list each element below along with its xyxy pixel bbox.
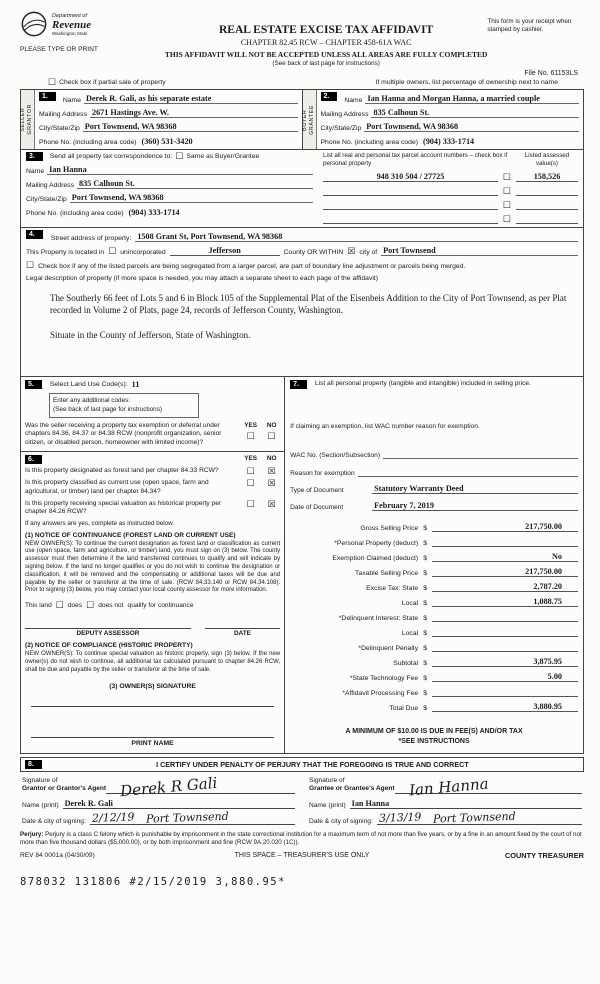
seller-grantor-section <box>21 90 303 149</box>
fee-row-gross-selling-price: Gross Selling Price $ 217,750.00 <box>290 517 578 532</box>
yes-header: YES <box>244 455 258 463</box>
forest-yes-checkbox[interactable]: ☐ <box>246 466 255 477</box>
seller-side-label: SELLER GRANTOR <box>20 104 34 135</box>
parcel-row <box>323 171 578 182</box>
unincorporated-checkbox[interactable]: ☐ <box>108 245 117 256</box>
grantee-date-city-label: Date & city of signing: <box>309 817 373 825</box>
section-8-badge: 8. <box>25 760 42 769</box>
cashier-stamp: 878032 131806 #2/15/2019 3,880.95* <box>20 876 286 889</box>
forest-land-question: Is this property designated as forest land per chapter 84.33 RCW? <box>25 467 219 475</box>
notice-compliance-title: (2) NOTICE OF COMPLIANCE (HISTORIC PROPERTY) <box>25 642 193 650</box>
legal-description-text[interactable]: The Southerly 66 feet of Lots 5 and 6 in Block 105 of the Supplemental Plat of the Eisenbeis Addition to the City of Port Townsend, as per Plat recorded in Volume 2 of Plats, page 24, records of Jefferson County, Washington. <box>50 292 567 316</box>
section-4-property-location <box>20 227 584 377</box>
corr-phone-label: Phone No. (including area code) <box>26 210 124 217</box>
see-back-note: (See back of last page for instructions) <box>272 60 380 67</box>
grantor-name-print-label: Name (print) <box>22 801 59 809</box>
grantee-signature-line[interactable] <box>395 774 582 800</box>
section-8-certification <box>20 757 584 772</box>
fee-row-affidavit-processing-fee: *Affidavit Processing Fee $ <box>290 682 578 697</box>
current-use-yes-checkbox[interactable]: ☐ <box>246 478 255 489</box>
corr-address-value[interactable]: 835 Calhoun St. <box>78 179 135 188</box>
parcel-row <box>323 185 578 196</box>
if-any-yes-note: If any answers are yes, complete as instructed below. <box>25 519 175 527</box>
wac-number-label: WAC No. (Section/Subsection) <box>290 452 381 460</box>
fee-row-delinquent-interest-local: Local $ <box>290 622 578 637</box>
revenue-logo <box>20 10 165 38</box>
form-title: REAL ESTATE EXCISE TAX AFFIDAVIT <box>218 24 434 36</box>
grantor-date-city-label: Date & city of signing: <box>22 817 86 825</box>
segregated-checkbox[interactable]: ☐ <box>26 259 35 270</box>
buyer-name-value[interactable]: Ian Hanna and Morgan Hanna, a married couple <box>367 94 540 103</box>
corr-name-value[interactable]: Ian Hanna <box>49 165 87 174</box>
see-back-instructions: (See back of last page for instructions) <box>53 406 163 414</box>
section-3-badge: 3. <box>26 152 43 161</box>
dollar-sign: $ <box>423 645 428 653</box>
grantor-sig-label-2: Grantor or Grantor's Agent <box>22 785 107 793</box>
certify-statement: I CERTIFY UNDER PENALTY OF PERJURY THAT THE FOREGOING IS TRUE AND CORRECT <box>156 759 469 769</box>
assessed-value[interactable]: 158,526 <box>533 171 561 181</box>
owner-signature-line-2[interactable] <box>31 721 274 738</box>
minimum-fee-note: A MINIMUM OF $10.00 IS DUE IN FEE(S) AND/OR TAX <box>345 727 523 735</box>
parcel-row <box>323 213 578 224</box>
grantee-name-print-value[interactable]: Ian Hanna <box>351 798 390 808</box>
section-5-badge: 5. <box>25 380 42 389</box>
no-header: NO <box>266 455 277 463</box>
grantor-city-value: Port Townsend <box>145 809 229 826</box>
additional-codes-box <box>49 393 199 418</box>
parcel-numbers-header: List all real and personal tax parcel account numbers – check box if personal property <box>323 152 508 167</box>
section-2-badge: 2. <box>321 92 338 101</box>
personal-property-label: List all personal property (tangible and intangible) included in selling price. <box>314 379 531 387</box>
reason-exemption-label: Reason for exemption <box>290 470 355 478</box>
section-5-land-use <box>21 377 284 453</box>
parcel-personal-checkbox[interactable]: ☐ <box>502 171 511 182</box>
does-checkbox[interactable]: ☐ <box>55 600 64 611</box>
assessed-values-header: Listed assessed value(s) <box>524 152 570 167</box>
reason-exemption-line[interactable] <box>358 468 578 477</box>
does-not-checkbox[interactable]: ☐ <box>86 600 95 611</box>
wac-number-line[interactable] <box>383 450 578 459</box>
does-label: does <box>67 602 83 610</box>
buyer-phone-value[interactable]: (904) 333-1714 <box>422 137 475 146</box>
partial-sale-checkbox[interactable]: ☐ <box>48 77 57 87</box>
grantee-name-print-label: Name (print) <box>309 801 346 809</box>
historic-no-checkbox[interactable]: ☒ <box>267 498 276 509</box>
grantee-sig-label-2: Grantee or Grantee's Agent <box>309 785 395 793</box>
section-6-badge: 6. <box>25 455 42 464</box>
county-or-within-label: County OR WITHIN <box>283 248 344 256</box>
corr-address-label: Mailing Address <box>26 182 74 189</box>
grantor-signature-block <box>22 773 295 826</box>
historic-property-question-row <box>25 500 280 517</box>
city-of-label: city of <box>359 248 378 256</box>
dollar-sign: $ <box>423 525 428 533</box>
chapter-line: CHAPTER 82.45 RCW – CHAPTER 458-61A WAC <box>240 38 412 47</box>
logo-revenue-text: Revenue <box>52 18 92 31</box>
legal-description-label: Legal description of property (if more space is needed, you may attach a separate sheet to each page of the affidavit) <box>26 274 379 282</box>
dollar-sign: $ <box>423 630 428 638</box>
no-header: NO <box>266 421 277 429</box>
land-use-code-value[interactable]: 11 <box>131 379 140 389</box>
type-of-document-label: Type of Document <box>290 487 344 495</box>
parcel-row <box>323 199 578 210</box>
section-7-badge: 7. <box>290 380 307 389</box>
buyer-address-value[interactable]: 835 Calhoun St. <box>373 108 430 117</box>
located-in-label: This Property is located in <box>26 248 105 256</box>
forest-no-checkbox[interactable]: ☒ <box>267 466 276 477</box>
assessor-date-line[interactable] <box>205 628 280 629</box>
grantee-sig-label-1: Signature of <box>309 776 345 784</box>
parcel-personal-checkbox[interactable]: ☐ <box>502 185 511 196</box>
buyer-citystatezip-label: City/State/Zip <box>320 125 362 132</box>
owners-signature-title: (3) OWNER(S) SIGNATURE <box>109 682 196 690</box>
corr-citystatezip-value[interactable]: Port Townsend, WA 98368 <box>71 193 164 202</box>
seller-phone-label: Phone No. (including area code) <box>39 139 137 146</box>
grantor-signature-line[interactable] <box>106 773 295 800</box>
current-use-no-checkbox[interactable]: ☒ <box>267 478 276 489</box>
additional-codes-label: Enter any additional codes: <box>53 396 131 404</box>
owner-signature-line-1[interactable] <box>31 690 274 707</box>
buyer-name-label: Name <box>344 97 363 104</box>
deputy-assessor-label: DEPUTY ASSESSOR <box>76 630 140 638</box>
fee-row-delinquent-penalty: *Delinquent Penalty $ <box>290 637 578 652</box>
dollar-sign: $ <box>423 660 428 668</box>
yes-header: YES <box>244 421 258 429</box>
street-address-value[interactable]: 1508 Grant St, Port Townsend, WA 98368 <box>137 231 283 241</box>
segregated-label: Check box if any of the listed parcels are being segregated from a larger parcel, are part of boundary line adjustment or parcels being merged. <box>38 262 466 270</box>
fee-row-exemption-claimed: Exemption Claimed (deduct) $ No <box>290 547 578 562</box>
historic-property-question: Is this property receiving special valuation as historical property per chapter 84.26 RCW? <box>25 499 222 516</box>
seller-address-value[interactable]: 2671 Hastings Ave. W. <box>91 108 169 117</box>
corr-phone-value[interactable]: (904) 333-1714 <box>128 208 180 217</box>
street-address-label: Street address of property: <box>50 234 132 242</box>
situate-text[interactable]: Situate in the County of Jefferson, State of Washington. <box>50 329 251 340</box>
same-as-buyer-label: Same as Buyer/Grantee <box>186 153 260 160</box>
unincorporated-label: unincorporated <box>120 248 166 256</box>
dollar-sign: $ <box>423 615 428 623</box>
form-header <box>20 10 584 67</box>
send-correspondence-label: Send all property tax correspondence to: <box>49 153 173 160</box>
section-6-continuance <box>21 452 284 752</box>
receipt-note: This form is your receipt when stamped by cashier. <box>487 18 572 34</box>
multiple-owners-note: If multiple owners, list percentage of ownership next to name <box>375 79 558 86</box>
fee-row-excise-local: Local $ 1,088.75 <box>290 592 578 607</box>
notice-compliance-text: NEW OWNER(S): To continue special valuation as historic property, sign (3) below. If the new owner(s) do not wish to continue, all additional tax calculated pursuant to chapter 84.26 RCW, shall be due and payable by the seller or transferor at the time of sale. <box>25 651 281 673</box>
perjury-lead: Perjury: <box>20 830 44 838</box>
qualify-label: qualify for continuance <box>127 602 194 610</box>
seller-citystatezip-label: City/State/Zip <box>39 125 80 132</box>
notice-continuance-text: NEW OWNER(S): To continue the current designation as forest land or classification as current use (open space, farm and agriculture, or timber) land, you must sign on (3) below. The county assessor must then determine if the land transferred continues to qualify and will indicate by signing below. If the land no longer qualifies or you do not wish to continue the designation or classification, it will be removed and the compensating or additional taxes will be due and payable by the seller or transferor at the time of sale. (RCW 84.33.140 or RCW 84.34.108). Prior to signing (3) below, you may contact your local county assessor for more information. <box>25 540 281 594</box>
dollar-sign: $ <box>423 675 428 683</box>
print-name-label: PRINT NAME <box>131 739 174 747</box>
parcel-personal-checkbox[interactable]: ☐ <box>502 199 511 210</box>
date-of-document-value[interactable]: February 7, 2019 <box>374 501 434 511</box>
deputy-assessor-signature-line[interactable] <box>25 628 191 629</box>
seller-name-label: Name <box>62 97 81 104</box>
section-3-tax-correspondence <box>20 149 584 227</box>
corr-name-label: Name <box>26 168 45 175</box>
grantee-date-value: 3/13/19 <box>378 810 422 825</box>
grantee-signature: Ian Hanna <box>407 774 489 800</box>
file-number: File No. 61153LS <box>524 70 578 77</box>
exemption-no-checkbox[interactable]: ☐ <box>267 430 276 441</box>
section-4-badge: 4. <box>26 230 43 239</box>
date-of-document-label: Date of Document <box>290 504 344 512</box>
fee-row-delinquent-interest-state: *Delinquent Interest: State $ <box>290 607 578 622</box>
treasurer-space-label: THIS SPACE – TREASURER'S USE ONLY <box>234 852 370 860</box>
grantor-sig-label-1: Signature of <box>22 776 58 784</box>
grantor-date-value: 2/12/19 <box>91 810 135 825</box>
grantor-name-print-value[interactable]: Derek R. Gali <box>64 798 113 808</box>
seller-phone-value[interactable]: (360) 531-3420 <box>141 137 193 146</box>
legal-description <box>26 284 578 376</box>
current-use-question-row <box>25 479 280 496</box>
corr-citystatezip-label: City/State/Zip <box>26 196 67 203</box>
county-value[interactable]: Jefferson <box>208 245 241 255</box>
tax-exemption-question: Was the seller receiving a property tax exemption or deferral under chapters 84.36, 84.37 or 84.38 RCW (nonprofit organization, senior citizen, or disabled person, homeowner with limited income)? <box>25 421 222 446</box>
warning-line: THIS AFFIDAVIT WILL NOT BE ACCEPTED UNLESS ALL AREAS ARE FULLY COMPLETED <box>164 50 488 59</box>
logo-dept-text: Department of <box>52 12 87 19</box>
dollar-sign: $ <box>423 690 428 698</box>
perjury-text: Perjury is a class C felony which is punishable by imprisonment in the state correctional institution for a maximum term of not more than five years, or by a fine in an amount fixed by the court of not more than five thousand dollars ($5,000.00), or by both imprisonment and fine (RCW 9A.20.020 (1C)). <box>20 830 582 846</box>
dollar-sign: $ <box>423 555 428 563</box>
parcel-personal-checkbox[interactable]: ☐ <box>502 213 511 224</box>
perjury-paragraph <box>20 831 584 848</box>
city-value[interactable]: Port Townsend <box>383 245 436 255</box>
grantor-signature: Derek R Gali <box>119 773 219 800</box>
section-1-badge: 1. <box>39 92 56 101</box>
does-not-label: does not <box>98 602 124 610</box>
buyer-grantee-section <box>303 90 584 149</box>
buyer-citystatezip-value[interactable]: Port Townsend, WA 98368 <box>366 122 459 131</box>
buyer-side-label: BUYER GRANTEE <box>301 104 315 135</box>
seller-name-value[interactable]: Derek R. Gali, as his separate estate <box>85 94 212 103</box>
partial-sale-label: Check box if partial sale of property <box>59 79 166 86</box>
land-use-code-label: Select Land Use Code(s): <box>49 380 128 388</box>
fee-row-personal-property: *Personal Property (deduct) $ <box>290 532 578 547</box>
exemption-wac-label: If claiming an exemption, list WAC number reason for exemption. <box>290 422 480 430</box>
dollar-sign: $ <box>423 570 428 578</box>
dollar-sign: $ <box>423 585 428 593</box>
seller-citystatezip-value[interactable]: Port Townsend, WA 98368 <box>84 122 177 131</box>
fee-row-excise-state: Excise Tax: State $ 2,787.20 <box>290 577 578 592</box>
within-city-checkbox[interactable]: ☒ <box>347 245 356 256</box>
please-type-note: PLEASE TYPE OR PRINT <box>20 46 98 53</box>
same-as-buyer-checkbox[interactable]: ☐ <box>175 151 184 161</box>
dollar-sign: $ <box>423 540 428 548</box>
forest-land-question-row <box>25 467 280 476</box>
exemption-yes-checkbox[interactable]: ☐ <box>246 430 255 441</box>
dollar-sign: $ <box>423 705 428 713</box>
current-use-question: Is this property classified as current use (open space, farm and agricultural, or timber) land per chapter 84.34? <box>25 479 209 495</box>
section-7-tax-computation <box>285 377 583 753</box>
grantee-city-value: Port Townsend <box>432 809 516 826</box>
buyer-address-label: Mailing Address <box>320 111 369 118</box>
fee-row-state-technology-fee: *State Technology Fee $ 5.00 <box>290 667 578 682</box>
notice-continuance-title: (1) NOTICE OF CONTINUANCE (FOREST LAND OR CURRENT USE) <box>25 531 236 539</box>
type-of-document-value[interactable]: Statutory Warranty Deed <box>374 484 464 494</box>
logo-state-text: Washington State <box>52 30 88 36</box>
assessor-date-label: DATE <box>234 630 251 638</box>
revenue-logo-icon <box>20 10 48 38</box>
parcel-number-value[interactable]: 948 310 504 / 27725 <box>376 171 445 181</box>
fee-row-total-due: Total Due $ 3,880.95 <box>290 697 578 712</box>
fee-row-subtotal: Subtotal $ 3,875.95 <box>290 652 578 667</box>
this-land-label: This land <box>25 602 52 610</box>
county-treasurer-label: COUNTY TREASURER <box>504 851 584 861</box>
fee-row-taxable-selling-price: Taxable Selling Price $ 217,750.00 <box>290 562 578 577</box>
buyer-phone-label: Phone No. (including area code) <box>320 139 418 146</box>
seller-address-label: Mailing Address <box>39 111 87 118</box>
dollar-sign: $ <box>423 600 428 608</box>
see-instructions-note: *SEE INSTRUCTIONS <box>398 738 470 746</box>
historic-yes-checkbox[interactable]: ☐ <box>246 498 255 509</box>
grantee-signature-block <box>309 776 582 825</box>
form-revision-number: REV 84 0001a (04/30/09) <box>20 852 95 860</box>
